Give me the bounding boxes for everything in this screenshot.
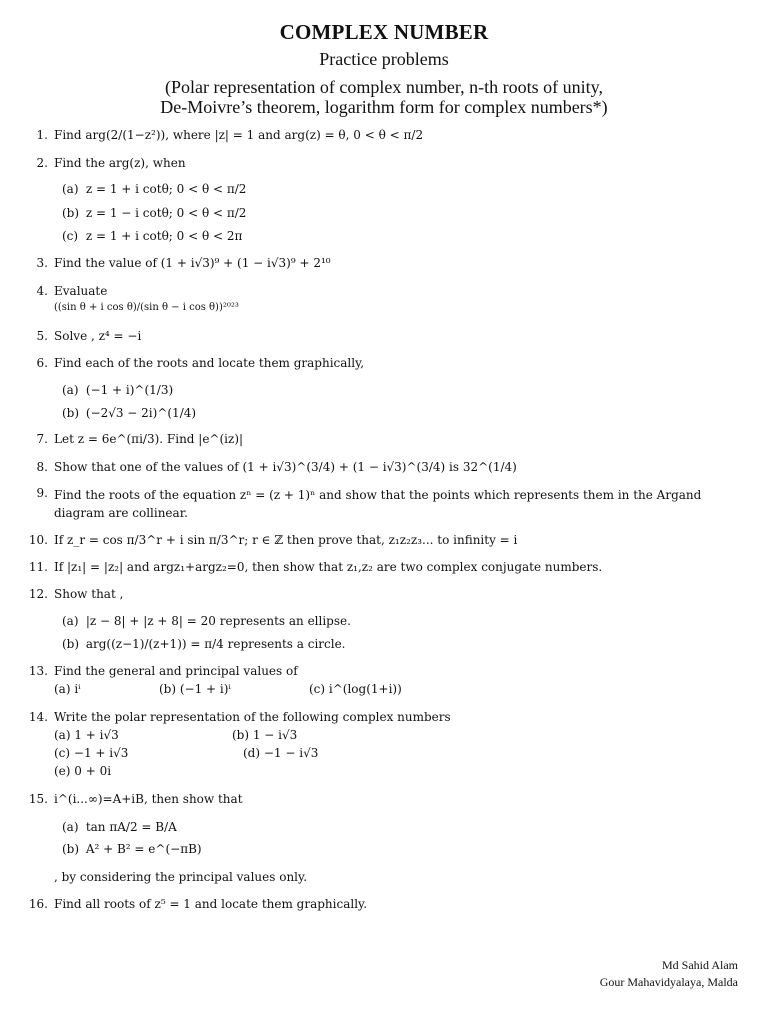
page-subtitle: Practice problems [319, 49, 449, 69]
problem-number: 3. [36, 256, 48, 270]
problem-number: 13. [28, 664, 48, 678]
problem-text: Find arg(2/(1−z²)), where |z| = 1 and arg(z) = θ, 0 < θ < π/2 [54, 128, 424, 142]
problem-13-part-c: (c) i^(log(1+i)) [309, 682, 402, 696]
part-label: (b) [62, 842, 80, 856]
problem-15-part-b [62, 842, 202, 856]
part-label: (a) [62, 383, 79, 397]
problem-text: Find the general and principal values of [54, 664, 298, 678]
page-title: COMPLEX NUMBER [279, 20, 489, 44]
problem-14-part-a: (a) 1 + i√3 [54, 728, 119, 742]
part-text: |z − 8| + |z + 8| = 20 represents an ellipse. [85, 614, 351, 628]
part-label: (b) [62, 206, 80, 220]
problem-14-part-c: (c) −1 + i√3 [54, 746, 129, 760]
problem-text: Evaluate [54, 284, 108, 298]
problem-text: Find the roots of the equation zⁿ = (z + 1)ⁿ and show that the points which represents them in the Argand diagram are collinear. [54, 488, 702, 520]
problem-text: Find each of the roots and locate them graphically, [54, 356, 365, 370]
part-text: z = 1 − i cotθ; 0 < θ < π/2 [85, 206, 247, 220]
author-name: Md Sahid Alam [661, 958, 738, 972]
problem-number: 9. [36, 486, 48, 500]
part-label: (c) [62, 229, 79, 243]
problem-15-footer: , by considering the principal values only. [54, 870, 308, 884]
problem-number: 1. [36, 128, 48, 142]
problem-14-part-d: (d) −1 − i√3 [243, 746, 319, 760]
problem-14-part-e: (e) 0 + 0i [54, 764, 112, 778]
problem-15-part-a [62, 820, 177, 834]
part-text: tan πA/2 = B/A [85, 820, 177, 834]
part-label: (a) [62, 614, 79, 628]
problem-number: 8. [36, 460, 48, 474]
part-text: (−1 + i)^(1/3) [85, 383, 174, 397]
author-signature [600, 957, 738, 991]
part-label: (a) [62, 182, 79, 196]
problem-text: Solve , z⁴ = −i [54, 329, 142, 343]
problem-6-part-b [62, 406, 196, 420]
problem-text: Let z = 6e^(πi/3). Find |e^(iz)| [54, 432, 244, 446]
problem-number: 12. [28, 587, 48, 601]
problem-number: 4. [36, 284, 48, 298]
part-text: arg((z−1)/(z+1)) = π/4 represents a circle. [85, 637, 346, 651]
problem-text: Find all roots of z⁵ = 1 and locate them graphically. [54, 897, 368, 911]
author-affiliation: Gour Mahavidyalaya, Malda [599, 975, 738, 989]
problem-number: 5. [36, 329, 48, 343]
part-text: (−2√3 − 2i)^(1/4) [85, 406, 197, 420]
problem-text: Find the value of (1 + i√3)⁹ + (1 − i√3)⁹ + 2¹⁰ [54, 256, 331, 270]
topic-description [0, 77, 768, 117]
problem-number: 16. [28, 897, 48, 911]
problem-number: 6. [36, 356, 48, 370]
problem-number: 2. [36, 156, 48, 170]
problem-2-part-b [62, 206, 246, 220]
expression-text: ((sin θ + i cos θ)/(sin θ − i cos θ))²⁰²³ [54, 302, 239, 313]
problem-text: Write the polar representation of the following complex numbers [54, 710, 451, 724]
part-label: (b) [62, 406, 80, 420]
part-text: z = 1 + i cotθ; 0 < θ < 2π [85, 229, 243, 243]
problem-number: 15. [28, 792, 48, 806]
part-text: A² + B² = e^(−πB) [85, 842, 202, 856]
problem-text: i^(i...∞)=A+iB, then show that [54, 792, 243, 806]
topic-description-line-2: De-Moivre’s theorem, logarithm form for complex numbers*) [160, 97, 608, 117]
problem-13-part-a: (a) iⁱ [54, 682, 81, 696]
problem-6-part-a [62, 383, 173, 397]
problem-text: Show that one of the values of (1 + i√3)^(3/4) + (1 − i√3)^(3/4) is 32^(1/4) [54, 460, 517, 474]
problem-number: 10. [28, 533, 48, 547]
problem-14-part-b: (b) 1 − i√3 [232, 728, 298, 742]
problem-12-part-b [62, 637, 346, 651]
problem-text: If z_r = cos π/3^r + i sin π/3^r; r ∈ ℤ then prove that, z₁z₂z₃... to infinity = i [54, 533, 518, 547]
problem-number: 14. [28, 710, 48, 724]
problem-2-part-c [62, 229, 242, 243]
problem-number: 7. [36, 432, 48, 446]
problem-text: Show that , [54, 587, 124, 601]
part-label: (a) [62, 820, 79, 834]
part-label: (b) [62, 637, 80, 651]
problem-number: 11. [28, 560, 48, 574]
problem-13-part-b: (b) (−1 + i)ⁱ [159, 682, 231, 696]
problem-12-part-a [62, 614, 351, 628]
problem-text: If |z₁| = |z₂| and argz₁+argz₂=0, then show that z₁,z₂ are two complex conjugate numbers. [54, 560, 603, 574]
problem-2-part-a [62, 182, 246, 196]
problem-text: Find the arg(z), when [54, 156, 186, 170]
part-text: z = 1 + i cotθ; 0 < θ < π/2 [85, 182, 247, 196]
topic-description-line-1: (Polar representation of complex number, n-th roots of unity, [164, 77, 603, 97]
